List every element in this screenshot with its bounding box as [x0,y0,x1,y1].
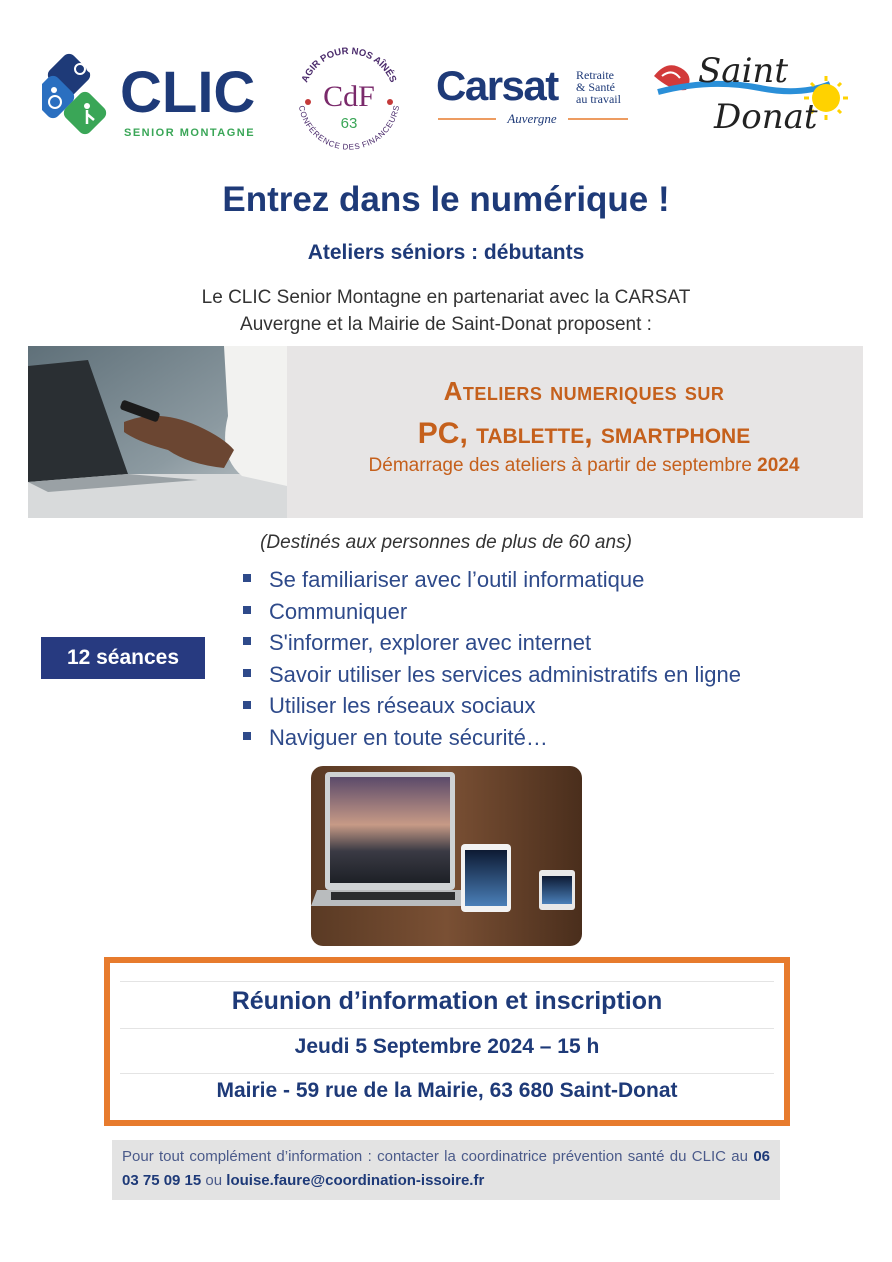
svg-text:Retraite: Retraite [576,68,614,82]
list-item: Se familiariser avec l’outil informatique [243,564,741,596]
intro-text [0,284,892,338]
svg-text:AGIR POUR NOS AÎNÉS [300,46,399,84]
carsat-region: Auvergne [507,111,557,126]
bullet-square-icon [243,606,251,614]
page-title: Entrez dans le numérique ! [222,180,670,219]
banner-year: 2024 [757,455,800,476]
banner-devices [304,417,864,451]
banner-headline [304,376,864,407]
saint-donat-logo [650,48,855,148]
info-heading: Réunion d’information et inscription [231,987,663,1015]
audience-note: (Destinés aux personnes de plus de 60 ans) [260,532,632,553]
devices-photo [311,766,582,946]
contact-box [112,1140,780,1200]
bullet-square-icon [243,732,251,740]
contact-email-link[interactable]: louise.faure@coordination-issoire.fr [226,1172,485,1189]
cdf-ring-bottom: CONFÉRENCE DES FINANCEURS [296,104,402,152]
list-item: S'informer, explorer avec internet [243,627,741,659]
bullet-square-icon [243,701,251,709]
saint-donat-line2: Donat [714,97,818,137]
bullet-square-icon [243,574,251,582]
info-date: Jeudi 5 Septembre 2024 – 15 h [294,1035,600,1058]
list-item: Utiliser les réseaux sociaux [243,690,741,722]
info-meeting-box [104,957,790,1126]
banner-text [304,376,864,477]
sessions-badge: 12 séances [41,637,205,679]
cdf-mark: CdF [323,80,375,113]
cdf-logo [290,40,408,158]
svg-text:& Santé: & Santé [576,80,615,94]
contact-phone[interactable]: 06 03 75 09 15 [122,1148,771,1189]
carsat-wordmark: Carsat [436,62,558,109]
banner-pc: PC, [417,417,468,450]
saint-donat-line1: Saint [698,51,788,91]
clic-subtitle: SENIOR MONTAGNE [124,127,256,139]
info-address: Mairie - 59 rue de la Mairie, 63 680 Saint-Donat [216,1079,678,1102]
page-subtitle: Ateliers séniors : débutants [307,241,585,264]
workshop-banner [28,346,863,518]
svg-text:au travail: au travail [576,92,621,106]
bullet-square-icon [243,637,251,645]
topics-list [243,564,741,754]
laptop-hands-photo [28,346,287,518]
bullet-square-icon [243,669,251,677]
contact-text: Pour tout complément d’information : contacter la coordinatrice prévention santé du CLIC au 06 03 75 09 15 ou louise.faure@coordination-issoire.fr [122,1148,771,1189]
cdf-ring-top: AGIR POUR NOS AÎNÉS [299,45,399,85]
list-item: Savoir utiliser les services administratifs en ligne [243,659,741,691]
list-item: Naviguer en toute sécurité… [243,722,741,754]
clic-diamond-icon [42,51,109,137]
cdf-number: 63 [340,115,358,132]
list-item: Communiquer [243,596,741,628]
banner-start-date: Démarrage des ateliers à partir de septembre 2024 [368,455,800,476]
intro-line-1: Le CLIC Senior Montagne en partenariat avec la CARSAT [201,287,691,308]
clic-wordmark: CLIC [120,60,256,125]
banner-line-1: Ateliers numeriques sur [443,376,725,406]
clic-logo [42,50,262,145]
intro-line-2: Auvergne et la Mairie de Saint-Donat proposent : [240,314,652,335]
carsat-logo [436,62,632,128]
banner-devices-rest: tablette, smartphone [476,417,751,450]
